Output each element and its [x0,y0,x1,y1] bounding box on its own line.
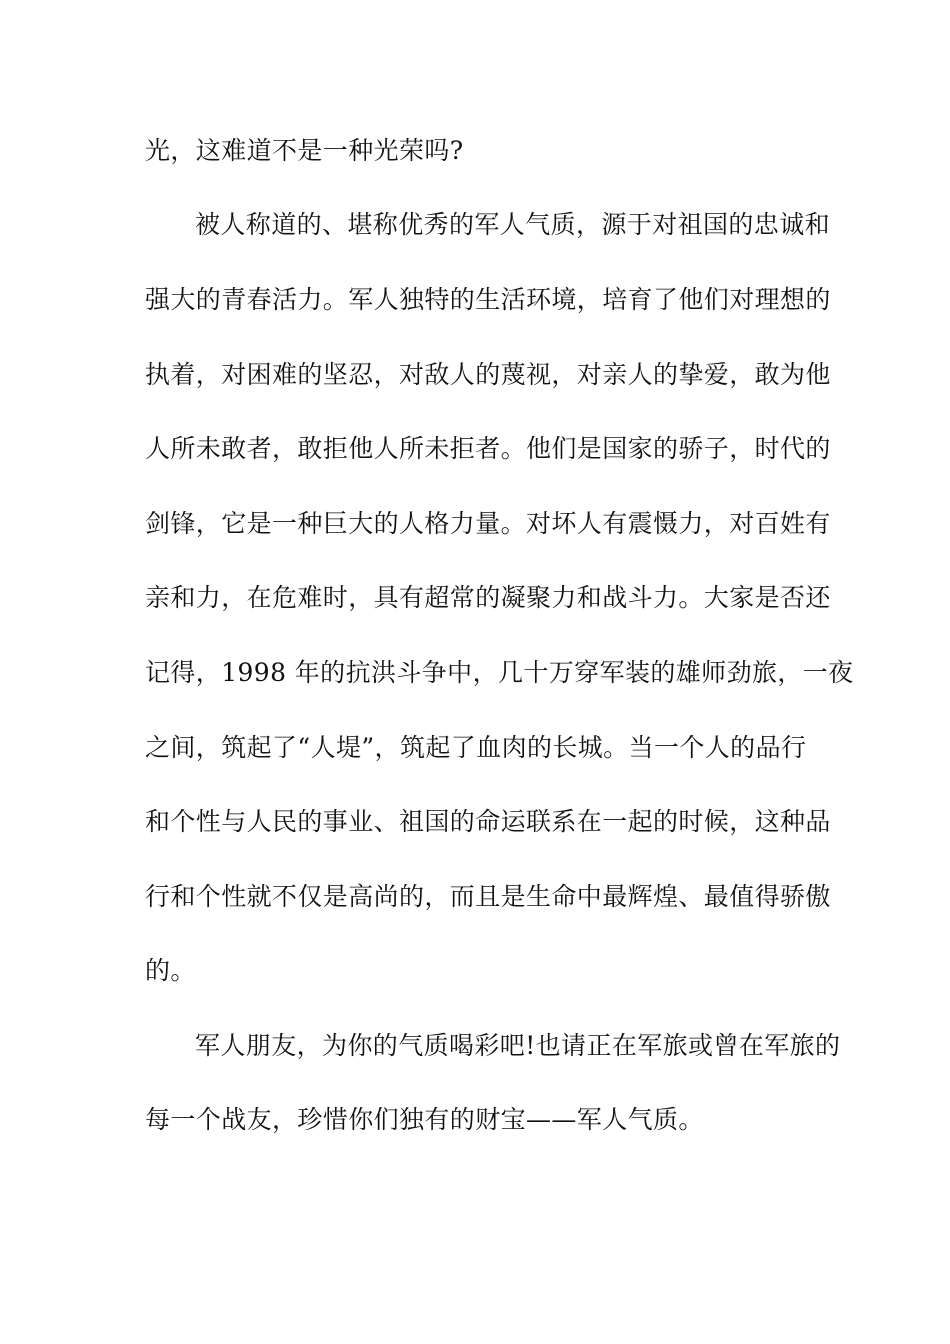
text-line: 执着，对困难的坚忍，对敌人的蔑视，对亲人的挚爱，敢为他 [145,360,831,389]
text-line: 之间，筑起了“人堤”，筑起了血肉的长城。当一个人的品行 [145,733,807,762]
paragraph-first-line: 军人朋友，为你的气质喝彩吧!也请正在军旅或曾在军旅的 [195,1031,841,1060]
text-line: 人所未敢者，敢拒他人所未拒者。他们是国家的骄子，时代的 [145,434,831,463]
text-line: 强大的青春活力。军人独特的生活环境，培育了他们对理想的 [145,285,831,314]
text-line: 亲和力，在危难时，具有超常的凝聚力和战斗力。大家是否还 [145,583,831,612]
text-line: 和个性与人民的事业、祖国的命运联系在一起的时候，这种品 [145,807,831,836]
text-line: 的。 [145,956,196,985]
text-line: 行和个性就不仅是高尚的，而且是生命中最辉煌、最值得骄傲 [145,882,831,911]
text-line: 记得，1998 年的抗洪斗争中，几十万穿军装的雄师劲旅，一夜 [145,658,854,687]
text-line: 光，这难道不是一种光荣吗? [145,136,464,165]
text-line: 剑锋，它是一种巨大的人格力量。对坏人有震慑力，对百姓有 [145,509,831,538]
text-line: 每一个战友，珍惜你们独有的财宝——军人气质。 [145,1105,704,1134]
paragraph-first-line: 被人称道的、堪称优秀的军人气质，源于对祖国的忠诚和 [195,210,831,239]
